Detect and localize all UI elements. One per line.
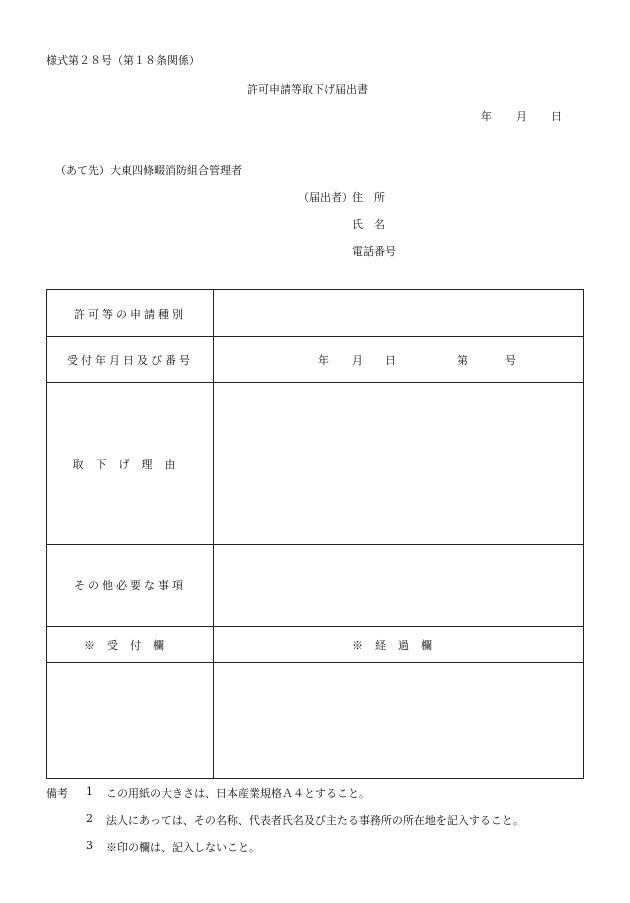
reception-column-header: ※受付欄 (84, 639, 176, 652)
application-type-label: 許可等の申請種別 (74, 308, 186, 321)
receipt-number-suffix: 号 (505, 354, 516, 367)
progress-column-header: ※経過欄 (352, 639, 444, 652)
receipt-number-prefix: 第 (457, 354, 468, 367)
notes-heading: 備考 (46, 787, 68, 800)
note-number: 1 (86, 785, 93, 798)
withdrawal-reason-label: 取下げ理由 (72, 458, 188, 471)
form-number: 様式第２８号（第１８条関係） (46, 54, 200, 67)
date-month-unit: 月 (516, 110, 527, 123)
note-text: ※印の欄は、記入しないこと。 (106, 841, 260, 854)
form-table (46, 289, 584, 779)
reception-field (47, 663, 212, 777)
note-number: 3 (86, 839, 93, 852)
address-label: 住 所 (352, 191, 385, 204)
other-matters-field[interactable] (213, 545, 583, 625)
applicant-label: （届出者） (298, 191, 353, 204)
addressee: （あて先）大東四條畷消防組合管理者 (55, 164, 242, 177)
document-title: 許可申請等取下げ届出書 (247, 83, 368, 96)
progress-field (214, 663, 583, 777)
phone-label: 電話番号 (352, 245, 396, 258)
note-text: この用紙の大きさは、日本産業規格Ａ４とすること。 (106, 787, 370, 800)
receipt-year-unit: 年 (318, 354, 329, 367)
receipt-date-number-label: 受付年月日及び番号 (67, 354, 193, 367)
date-day-unit: 日 (551, 110, 562, 123)
withdrawal-reason-field[interactable] (213, 383, 583, 543)
receipt-day-unit: 日 (385, 354, 396, 367)
row-divider (47, 626, 583, 627)
date-year-unit: 年 (481, 110, 492, 123)
note-text: 法人にあっては、その名称、代表者氏名及び主たる事務所の所在地を記入すること。 (106, 814, 524, 827)
row-divider (47, 336, 583, 337)
application-type-field[interactable] (213, 291, 583, 335)
receipt-month-unit: 月 (352, 354, 363, 367)
name-label: 氏 名 (352, 218, 385, 231)
note-number: 2 (86, 812, 93, 825)
other-matters-label: その他必要な事項 (74, 579, 186, 592)
